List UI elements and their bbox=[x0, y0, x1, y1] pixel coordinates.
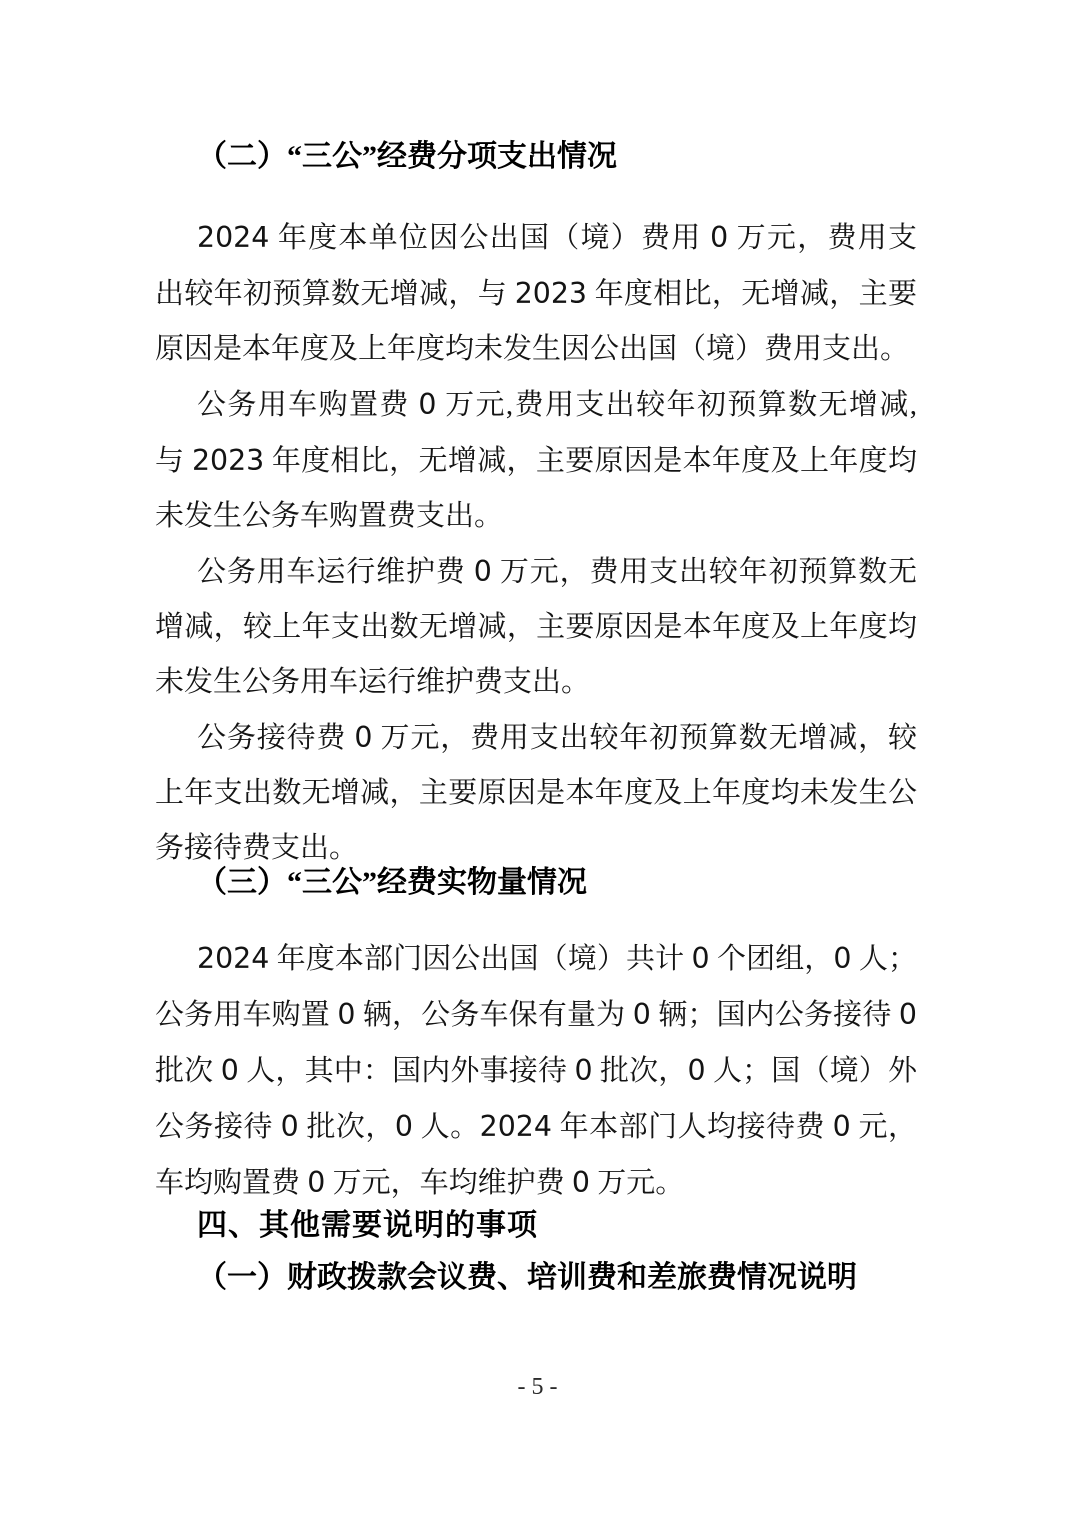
numeric-value: 2023 bbox=[514, 277, 587, 310]
numeric-value: 0 bbox=[710, 221, 729, 254]
paragraph-line: 公务接待费 0 万元，费用支出较年初预算数无增减，较 bbox=[197, 721, 917, 754]
numeric-value: 0 bbox=[898, 998, 917, 1031]
paragraph-line: 公务用车购置 0 辆，公务车保有量为 0 辆；国内公务接待 0 bbox=[155, 998, 917, 1031]
numeric-value: 2024 bbox=[479, 1110, 552, 1143]
para-physical-quantity-details bbox=[155, 931, 917, 1211]
paragraph-line: 车均购置费 0 万元，车均维护费 0 万元。 bbox=[155, 1166, 685, 1199]
paragraph-line: 公务用车运行维护费 0 万元，费用支出较年初预算数无 bbox=[197, 555, 917, 588]
document-body bbox=[155, 132, 917, 1303]
numeric-value: 0 bbox=[394, 1110, 413, 1143]
paragraph-line: 与 2023 年度相比，无增减，主要原因是本年度及上年度均 bbox=[155, 444, 917, 477]
paragraph-line: 出较年初预算数无增减，与 2023 年度相比，无增减，主要 bbox=[155, 277, 917, 310]
numeric-value: 0 bbox=[832, 1110, 851, 1143]
numeric-value: 0 bbox=[337, 998, 356, 1031]
numeric-value: 2024 bbox=[197, 221, 270, 254]
numeric-value: 2023 bbox=[191, 444, 265, 477]
paragraph-line: 未发生公务车购置费支出。 bbox=[155, 500, 504, 532]
numeric-value: 0 bbox=[418, 388, 437, 421]
numeric-value: 0 bbox=[833, 942, 852, 975]
paragraph-line: 增减，较上年支出数无增减，主要原因是本年度及上年度均 bbox=[155, 611, 917, 643]
numeric-value: 0 bbox=[307, 1166, 326, 1199]
heading-sangong-itemized-expense: （二）“三公”经费分项支出情况 bbox=[197, 140, 617, 173]
heading-sangong-physical-quantity: （三）“三公”经费实物量情况 bbox=[197, 866, 587, 899]
paragraph-line: 未发生公务用车运行维护费支出。 bbox=[155, 666, 591, 698]
heading-meeting-training-travel-expense: （一）财政拨款会议费、培训费和差旅费情况说明 bbox=[197, 1261, 857, 1294]
numeric-value: 0 bbox=[687, 1054, 706, 1087]
paragraph-line: 公务用车购置费 0 万元,费用支出较年初预算数无增减, bbox=[197, 388, 917, 421]
paragraph-line: 上年支出数无增减，主要原因是本年度及上年度均未发生公 bbox=[155, 777, 917, 809]
paragraph-line: 2024 年度本部门因公出国（境）共计 0 个团组，0 人； bbox=[197, 942, 917, 975]
numeric-value: 0 bbox=[691, 942, 710, 975]
numeric-value: 2024 bbox=[197, 942, 270, 975]
paragraph-line: 2024 年度本单位因公出国（境）费用 0 万元，费用支 bbox=[197, 221, 917, 254]
numeric-value: 0 bbox=[571, 1166, 590, 1199]
heading-other-matters: 四、其他需要说明的事项 bbox=[197, 1209, 538, 1242]
numeric-value: 0 bbox=[354, 721, 373, 754]
page-number: - 5 - bbox=[517, 1374, 558, 1400]
numeric-value: 0 bbox=[574, 1054, 593, 1087]
paragraph-line: 务接待费支出。 bbox=[155, 832, 359, 864]
numeric-value: 0 bbox=[473, 555, 492, 588]
paragraph-line: 批次 0 人，其中：国内外事接待 0 批次，0 人；国（境）外 bbox=[155, 1054, 917, 1087]
para-vehicle-purchase-expense bbox=[155, 377, 917, 544]
paragraph-line: 公务接待 0 批次，0 人。2024 年本部门人均接待费 0 元， bbox=[155, 1110, 917, 1143]
numeric-value: 0 bbox=[280, 1110, 299, 1143]
paragraph-line: 原因是本年度及上年度均未发生因公出国（境）费用支出。 bbox=[155, 333, 910, 365]
numeric-value: 0 bbox=[220, 1054, 239, 1087]
para-vehicle-maintenance-expense bbox=[155, 544, 917, 710]
para-overseas-travel-expense bbox=[155, 210, 917, 377]
numeric-value: 0 bbox=[632, 998, 651, 1031]
para-official-reception-expense bbox=[155, 710, 917, 876]
